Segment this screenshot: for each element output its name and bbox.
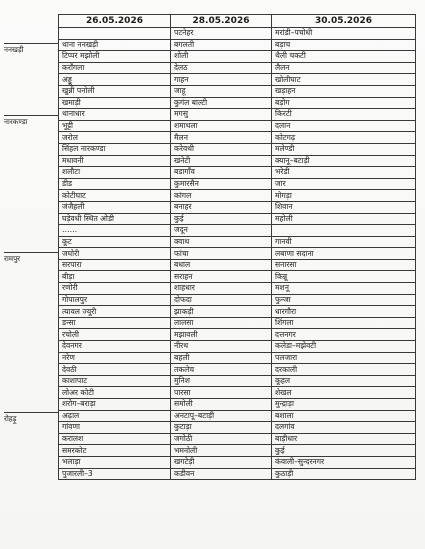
table-row (59, 39, 416, 51)
table-row (59, 97, 416, 109)
cell: शरोग–बराड़ा (59, 399, 171, 411)
cell: पुजारली–3 (59, 468, 171, 480)
cell: भलाड़ा (59, 456, 171, 468)
table-row (59, 236, 416, 248)
region-label-nankhari: ननखड़ी (4, 45, 24, 54)
table-row (59, 294, 416, 306)
cell: कलेडा–मझेवटी (272, 341, 416, 353)
table-row (59, 248, 416, 260)
cell: बनाहर (171, 201, 272, 213)
schedule-table (58, 14, 416, 480)
cell: जाहू (171, 85, 272, 97)
cell: कांगल (171, 190, 272, 202)
region-divider (4, 252, 58, 253)
table-row (59, 28, 416, 40)
cell: मलेण्डी (272, 143, 416, 155)
cell: पटनेहर (171, 28, 272, 40)
table-row (59, 62, 416, 74)
cell: शलौटा (59, 167, 171, 179)
cell: अनटापू–बटाड़ी (171, 410, 272, 422)
cell: पारसा (171, 387, 272, 399)
table-row (59, 271, 416, 283)
date-header-2: 28.05.2026 (171, 15, 272, 28)
cell: सनारसा (272, 259, 416, 271)
region-label-narkanda: नारकण्डा (4, 117, 28, 126)
cell: मोगड़ा (272, 190, 416, 202)
region-divider (4, 43, 58, 44)
cell: शाहधार (171, 283, 272, 295)
table-row (59, 120, 416, 132)
cell: लबाणा सदाना (272, 248, 416, 260)
cell: बाड़ीधार (272, 433, 416, 445)
cell (59, 28, 171, 40)
cell: मझावली (171, 329, 272, 341)
cell: किन्नू (272, 271, 416, 283)
cell: दलान (272, 120, 416, 132)
cell: डन्सा (59, 317, 171, 329)
cell: गोपालपुर (59, 294, 171, 306)
cell: कोटगढ़ (272, 132, 416, 144)
cell: कुई (272, 445, 416, 457)
cell: भमनोली (171, 445, 272, 457)
cell: जरोल (59, 132, 171, 144)
cell: नीरथ (171, 341, 272, 353)
cell: खोलीघाट (272, 74, 416, 86)
cell: दत्तनगर (272, 329, 416, 341)
table-row (59, 109, 416, 121)
cell: गाहन (171, 74, 272, 86)
table-row (59, 143, 416, 155)
cell: करालश (59, 433, 171, 445)
cell: जगोठी (171, 433, 272, 445)
cell: बधाल (171, 259, 272, 271)
cell: कुई (171, 213, 272, 225)
cell: घड़ेवधी स्थित ओडी (59, 213, 171, 225)
table-row (59, 410, 416, 422)
cell: मुनिश (171, 375, 272, 387)
cell: दोफदा (171, 294, 272, 306)
cell: थाना ननखड़ी (59, 39, 171, 51)
table-row (59, 213, 416, 225)
cell: कुटाड़ा (171, 422, 272, 434)
cell: देलठ (171, 62, 272, 74)
table-row (59, 259, 416, 271)
table-row (59, 445, 416, 457)
table-row (59, 433, 416, 445)
cell: गानवी (272, 236, 416, 248)
table-row (59, 317, 416, 329)
cell: बड़ोग (272, 97, 416, 109)
table-row (59, 74, 416, 86)
cell: दलगांव (272, 422, 416, 434)
table-row (59, 306, 416, 318)
table-row (59, 422, 416, 434)
cell: मधावनी (59, 155, 171, 167)
table-row (59, 225, 416, 237)
table-row (59, 375, 416, 387)
cell: कूट (59, 236, 171, 248)
cell: बीड़ा (59, 271, 171, 283)
cell: खुन्नी पनोली (59, 85, 171, 97)
table-row (59, 329, 416, 341)
cell: मगसु (171, 109, 272, 121)
cell: मैलन (171, 132, 272, 144)
cell: मशनू (272, 283, 416, 295)
cell: पलजारा (272, 352, 416, 364)
table-row (59, 155, 416, 167)
cell: तकलेच (171, 364, 272, 376)
header-row (59, 15, 416, 28)
cell: जार (272, 178, 416, 190)
table-row (59, 178, 416, 190)
region-label-rampur: रामपुर (4, 254, 21, 263)
cell: शिवान (272, 201, 416, 213)
cell: फुन्जा (272, 294, 416, 306)
cell: अड्डू (59, 74, 171, 86)
cell: भरेडी (272, 167, 416, 179)
cell: करेवथी (171, 143, 272, 155)
cell: बड़ाच (272, 39, 416, 51)
cell: कुगंल बाल्टी (171, 97, 272, 109)
region-divider (4, 115, 58, 116)
cell: रणोरी (59, 283, 171, 295)
cell: सराहन (171, 271, 272, 283)
cell: खड़ाहन (272, 85, 416, 97)
cell: शिंगला (272, 317, 416, 329)
cell: जघोरी (59, 248, 171, 260)
cell: गांवणा (59, 422, 171, 434)
cell: क्यानू–बटाड़ी (272, 155, 416, 167)
cell: खनेटी (171, 155, 272, 167)
cell: कोटीघाट (59, 190, 171, 202)
cell: थानाधार (59, 109, 171, 121)
cell: थैली चकटी (272, 51, 416, 63)
cell: बहली (171, 352, 272, 364)
table-row (59, 399, 416, 411)
region-divider (4, 412, 58, 413)
cell: महोली (272, 213, 416, 225)
cell: मरांडी–पचोधी (272, 28, 416, 40)
cell: टिप्पर मझोली (59, 51, 171, 63)
cell: त्यावल ज्यूरी (59, 306, 171, 318)
cell: समरकोट (59, 445, 171, 457)
table-row (59, 352, 416, 364)
cell: शोली (171, 51, 272, 63)
table-row (59, 341, 416, 353)
cell: जंजैहली (59, 201, 171, 213)
cell: कुमारसैन (171, 178, 272, 190)
cell: क्वाथ (171, 236, 272, 248)
date-header-1: 26.05.2026 (59, 15, 171, 28)
cell: कडीवन (171, 468, 272, 480)
cell: …… (59, 225, 171, 237)
cell: लोअर कोटी (59, 387, 171, 399)
cell: अढ़ाल (59, 410, 171, 422)
cell: झाकड़ी (171, 306, 272, 318)
cell: शमाथला (171, 120, 272, 132)
cell: भुट्टी (59, 120, 171, 132)
cell: किरटी (272, 109, 416, 121)
cell: नरेण (59, 352, 171, 364)
table-row (59, 456, 416, 468)
cell: कराँगला (59, 62, 171, 74)
cell: बडागाँव (171, 167, 272, 179)
cell: समोली (171, 399, 272, 411)
cell: बशाला (272, 410, 416, 422)
cell: लालसा (171, 317, 272, 329)
cell (272, 225, 416, 237)
cell: दरकाली (272, 364, 416, 376)
table-row (59, 85, 416, 97)
table-row (59, 190, 416, 202)
cell: कुठाड़ी (272, 468, 416, 480)
cell: देवठी (59, 364, 171, 376)
cell: शेखल (272, 387, 416, 399)
region-label-rohru: रोहड़ू (4, 414, 17, 423)
cell: मुन्द्राड़ा (272, 399, 416, 411)
cell: बगलती (171, 39, 272, 51)
table-row (59, 283, 416, 295)
cell: सिंहल नारकण्डा (59, 143, 171, 155)
table-row (59, 167, 416, 179)
date-header-3: 30.05.2026 (272, 15, 416, 28)
table-row (59, 51, 416, 63)
cell: डीड (59, 178, 171, 190)
table-row (59, 132, 416, 144)
table-row (59, 387, 416, 399)
table-row (59, 201, 416, 213)
cell: खमाड़ी (59, 97, 171, 109)
cell: धारगौरा (272, 306, 416, 318)
cell: रचोली (59, 329, 171, 341)
cell: सरपारा (59, 259, 171, 271)
cell: काशापाट (59, 375, 171, 387)
table-row (59, 364, 416, 376)
cell: फांचा (171, 248, 272, 260)
cell: कंवाली–सुन्दरनगर (272, 456, 416, 468)
cell: देवनगर (59, 341, 171, 353)
cell: लैलन (272, 62, 416, 74)
cell: कूहल (272, 375, 416, 387)
cell: जदून (171, 225, 272, 237)
cell: खगटेड़ी (171, 456, 272, 468)
table-row (59, 468, 416, 480)
